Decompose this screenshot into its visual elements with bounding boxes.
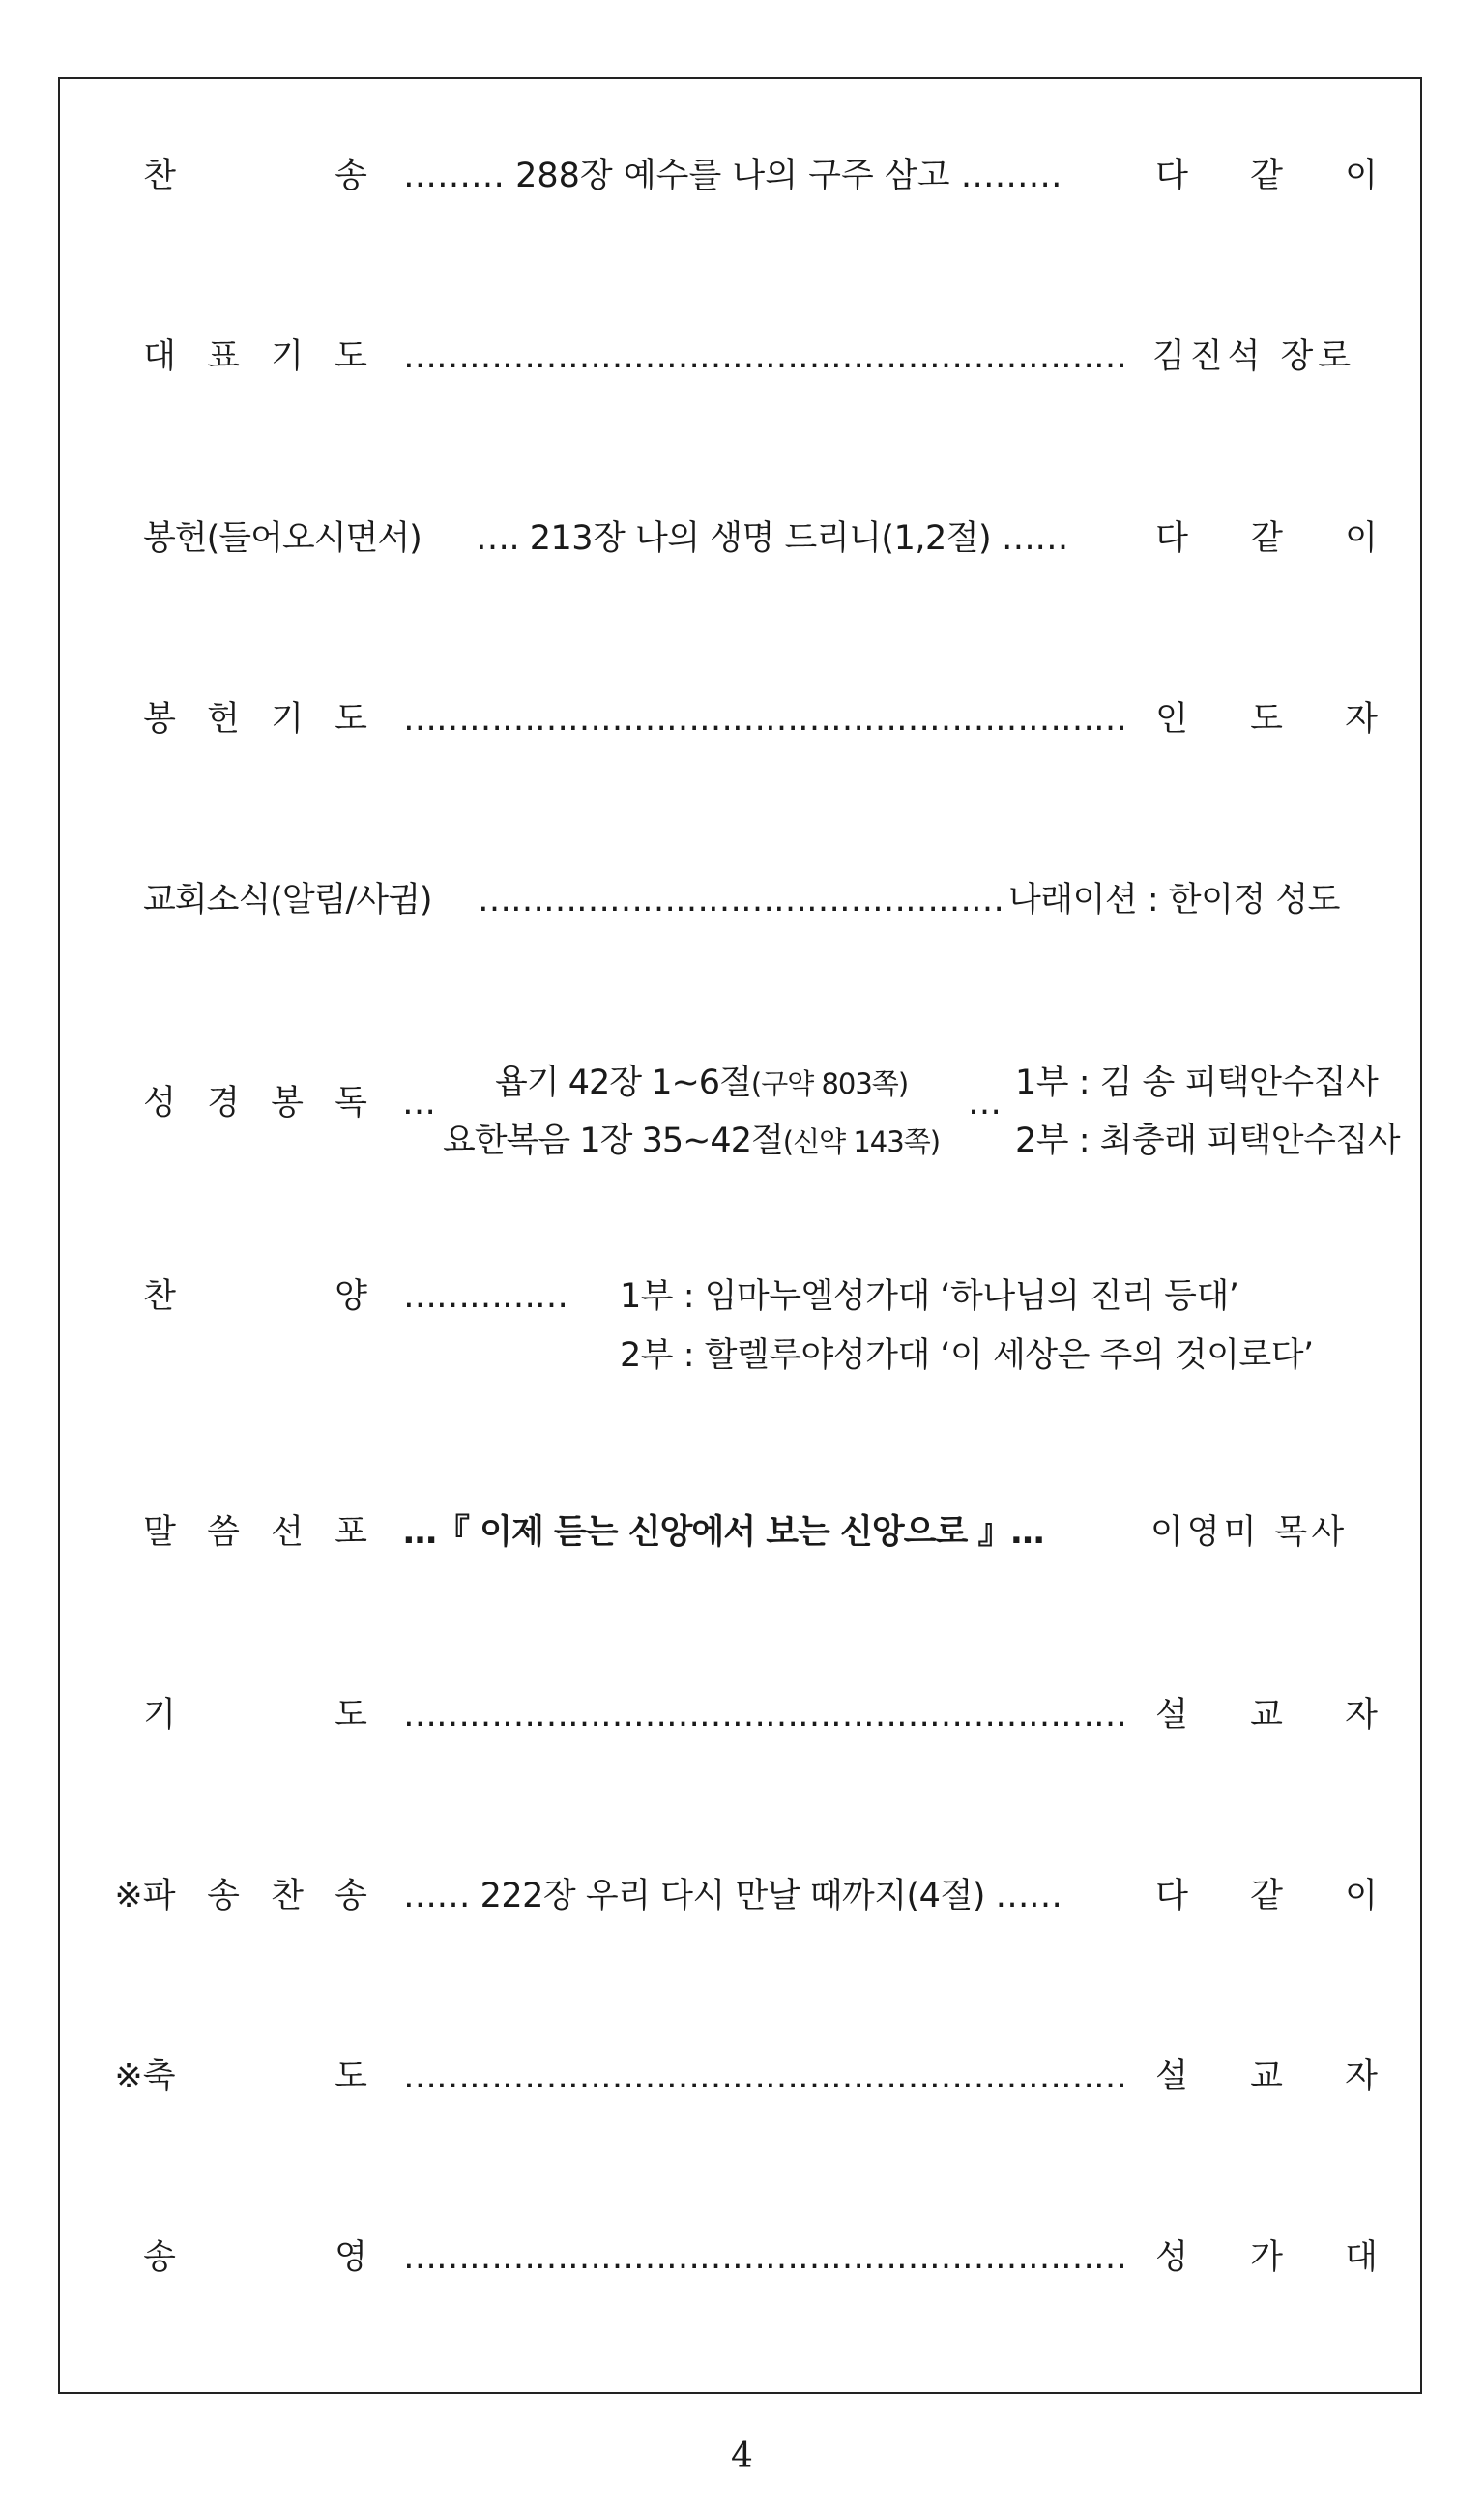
row-leader-char: 가	[1250, 2238, 1283, 2277]
row-label-char: 봉	[143, 700, 176, 739]
row-label-char: 찬	[143, 1277, 176, 1316]
row-leader: 이영미 목사	[1150, 1513, 1349, 1552]
scripture-line-1: 욥기 42장 1~6절(구약 803쪽)	[495, 1064, 909, 1102]
row-label-char: 양	[335, 1277, 367, 1316]
scripture-page-note: (구약 803쪽)	[750, 1067, 909, 1100]
row-leader-char: 다	[1155, 1877, 1188, 1915]
choir-line-2: 2부 : 할렐루야성가대 ‘이 세상은 주의 것이로다’	[620, 1336, 1314, 1375]
row-leader-dots: …………………………………………………………	[403, 700, 1126, 739]
row-label-char: 말	[143, 1513, 176, 1552]
row-leader-char: 같	[1250, 519, 1283, 558]
row-label-char: 도	[335, 1696, 367, 1735]
row-leader-dots: …………………………………………	[478, 881, 1004, 919]
sermon-title: …『 이제 듣는 신앙에서 보는 신앙으로 』…	[403, 1513, 1044, 1552]
row-label-char: 포	[335, 1513, 367, 1552]
row-label: 교회소식(알림/사귐)	[143, 881, 432, 919]
row-leader-char: 대	[1345, 2238, 1378, 2277]
row-label-char: 도	[335, 2057, 367, 2096]
page-border	[58, 77, 1422, 2394]
row-label-char: 송	[143, 2238, 176, 2277]
row-leader-char: 자	[1345, 700, 1378, 739]
row-label-char: 봉	[271, 1084, 304, 1123]
row-label-char: 성	[143, 1084, 176, 1123]
row-leader-dots: ……………	[403, 1277, 567, 1316]
row-leader-char: 자	[1345, 2057, 1378, 2096]
row-label-char: 씀	[207, 1513, 240, 1552]
row-leader-char: 성	[1155, 2238, 1188, 2277]
reader-line-2: 2부 : 최충래 피택안수집사	[1015, 1122, 1401, 1160]
scripture-line-2: 요한복음 1장 35~42절(신약 143쪽)	[443, 1122, 941, 1160]
row-leader-char: 도	[1250, 700, 1283, 739]
row-content: ……… 288장 예수를 나의 구주 삼고 ………	[403, 157, 1062, 195]
row-leader-char: 같	[1250, 157, 1283, 195]
row-label-char: 송	[207, 1877, 240, 1915]
row-leader-dots: …………………………………………………………	[403, 337, 1126, 376]
row-label-char: ※축	[114, 2057, 176, 2096]
row-leader-dots: …	[402, 1084, 436, 1123]
row-label-char: 기	[271, 337, 304, 376]
row-label-char: 찬	[143, 157, 176, 195]
row-content: …. 213장 나의 생명 드리니(1,2절) ……	[476, 519, 1068, 558]
row-leader-char: 이	[1345, 519, 1378, 558]
row-label-char: 선	[271, 1513, 304, 1552]
row-leader-char: 교	[1250, 2057, 1283, 2096]
row-leader-char: 교	[1250, 1696, 1283, 1735]
choir-line-1: 1부 : 임마누엘성가대 ‘하나님의 진리 등대’	[620, 1277, 1239, 1316]
row-label-char: 기	[143, 1696, 176, 1735]
row-leader-char: 자	[1345, 1696, 1378, 1735]
row-label-char: 도	[335, 700, 367, 739]
row-leader-char: 설	[1155, 1696, 1188, 1735]
row-label: 봉헌(들어오시면서)	[143, 519, 422, 558]
row-leader-char: 이	[1345, 1877, 1378, 1915]
row-leader-char: 같	[1250, 1877, 1283, 1915]
row-label-char: 송	[335, 157, 367, 195]
row-leader-dots: …………………………………………………………	[403, 2238, 1126, 2277]
row-label-char: 찬	[271, 1877, 304, 1915]
row-leader-char: 인	[1155, 700, 1188, 739]
row-leader-char: 이	[1345, 157, 1378, 195]
row-leader: 나래이션 : 한이정 성도	[1008, 881, 1340, 919]
row-leader-dots: …	[968, 1084, 1002, 1123]
row-leader-dots: …………………………………………………………	[403, 2057, 1126, 2096]
row-leader-char: 다	[1155, 519, 1188, 558]
row-label-char: 도	[335, 337, 367, 376]
page-number: 4	[731, 2436, 753, 2476]
row-label-char: 헌	[207, 700, 240, 739]
row-label-char: 송	[335, 1877, 367, 1915]
row-leader: 김진석 장로	[1152, 337, 1356, 376]
row-content: …… 222장 우리 다시 만날 때까지(4절) ……	[403, 1877, 1062, 1915]
row-label-char: 독	[335, 1084, 367, 1123]
row-label-char: ※파	[114, 1877, 176, 1915]
row-leader-char: 다	[1155, 157, 1188, 195]
reader-line-1: 1부 : 김 송 피택안수집사	[1015, 1064, 1379, 1102]
row-label-char: 영	[335, 2238, 367, 2277]
row-label-char: 표	[207, 337, 240, 376]
row-label-char: 기	[271, 700, 304, 739]
row-label-char: 대	[143, 337, 176, 376]
row-leader-char: 설	[1155, 2057, 1188, 2096]
row-label-char: 경	[207, 1084, 240, 1123]
row-leader-dots: …………………………………………………………	[403, 1696, 1126, 1735]
scripture-page-note: (신약 143쪽)	[782, 1125, 941, 1158]
